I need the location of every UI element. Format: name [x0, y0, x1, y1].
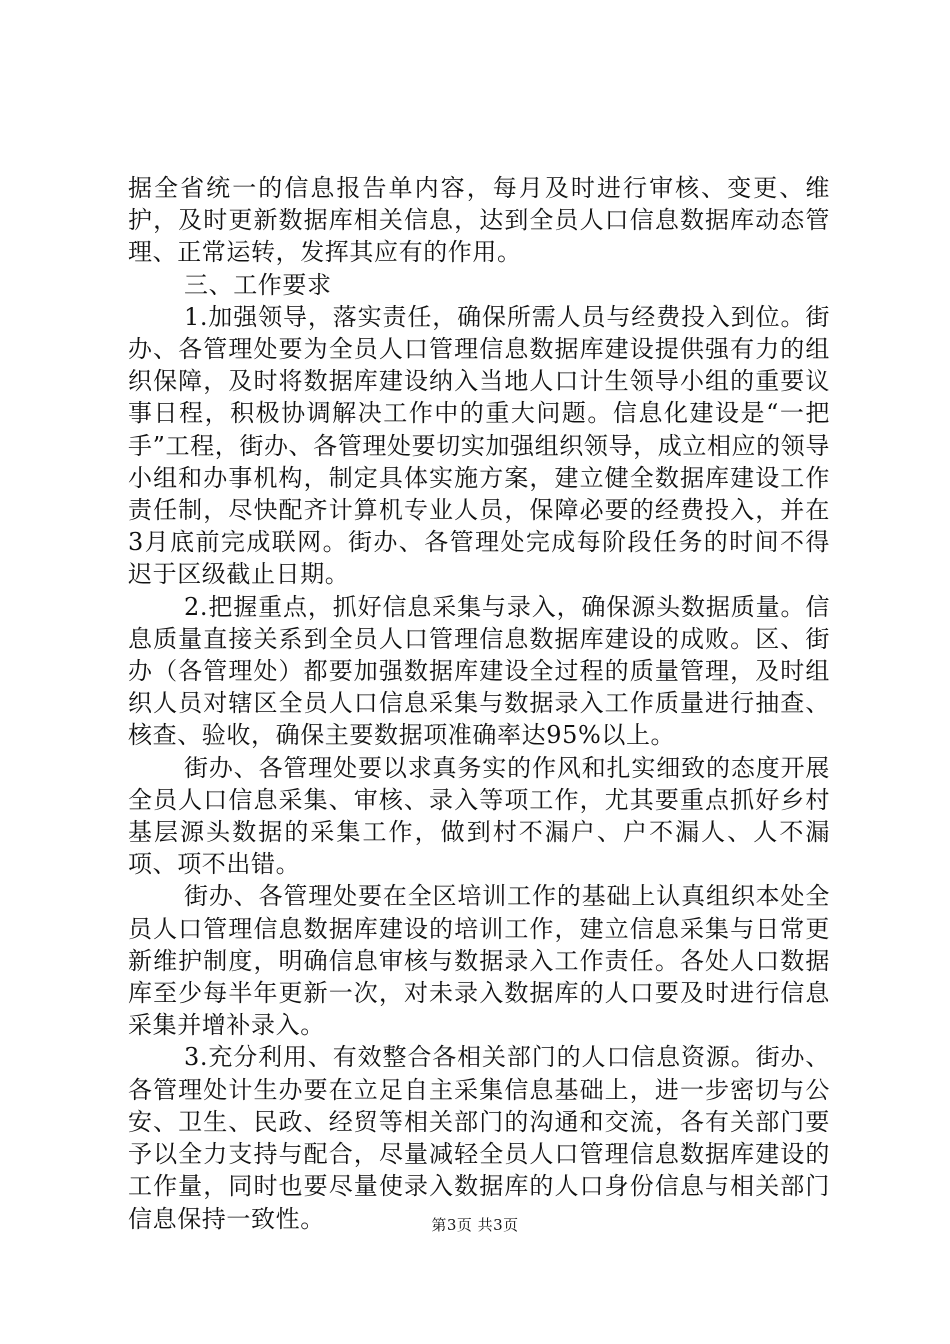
page-footer: 第3页 共3页: [431, 1216, 519, 1234]
paragraph-item-2: 2.把握重点，抓好信息采集与录入，确保源头数据质量。信息质量直接关系到全员人口管理信息数据库建设的成败。区、街办（各管理处）都要加强数据库建设全过程的质量管理，及时组织人员对辖区全员人口信息采集与数据录入工作质量进行抽查、核查、验收，确保主要数据项准确率达95%以上。: [128, 592, 830, 750]
paragraph-item-1: 1.加强领导，落实责任，确保所需人员与经费投入到位。街办、各管理处要为全员人口管理信息数据库建设提供强有力的组织保障，及时将数据库建设纳入当地人口计生领导小组的重要议事日程，积极协调解决工作中的重大问题。信息化建设是“一把手”工程，街办、各管理处要切实加强组织领导，成立相应的领导小组和办事机构，制定具体实施方案，建立健全数据库建设工作责任制，尽快配齐计算机专业人员，保障必要的经费投入，并在3月底前完成联网。街办、各管理处完成每阶段任务的时间不得迟于区级截止日期。: [128, 302, 830, 589]
document-body: [128, 172, 830, 1235]
paragraph-continuation: 据全省统一的信息报告单内容，每月及时进行审核、变更、维护，及时更新数据库相关信息，达到全员人口信息数据库动态管理、正常运转，发挥其应有的作用。: [128, 174, 830, 267]
paragraph-item-2-detail-a: 街办、各管理处要以求真务实的作风和扎实细致的态度开展全员人口信息采集、审核、录入等项工作，尤其要重点抓好乡村基层源头数据的采集工作，做到村不漏户、户不漏人、人不漏项、项不出错。: [128, 753, 830, 879]
section-heading: 三、工作要求: [184, 270, 332, 299]
paragraph-item-2-detail-b: 街办、各管理处要在全区培训工作的基础上认真组织本处全员人口管理信息数据库建设的培训工作，建立信息采集与日常更新维护制度，明确信息审核与数据录入工作责任。各处人口数据库至少每半年更新一次，对未录入数据库的人口要及时进行信息采集并增补录入。: [128, 882, 830, 1040]
paragraph-item-3: 3.充分利用、有效整合各相关部门的人口信息资源。街办、各管理处计生办要在立足自主采集信息基础上，进一步密切与公安、卫生、民政、经贸等相关部门的沟通和交流，各有关部门要予以全力支持与配合，尽量减轻全员人口管理信息数据库建设的工作量，同时也要尽量使录入数据库的人口身份信息与相关部门信息保持一致性。: [128, 1043, 830, 1233]
